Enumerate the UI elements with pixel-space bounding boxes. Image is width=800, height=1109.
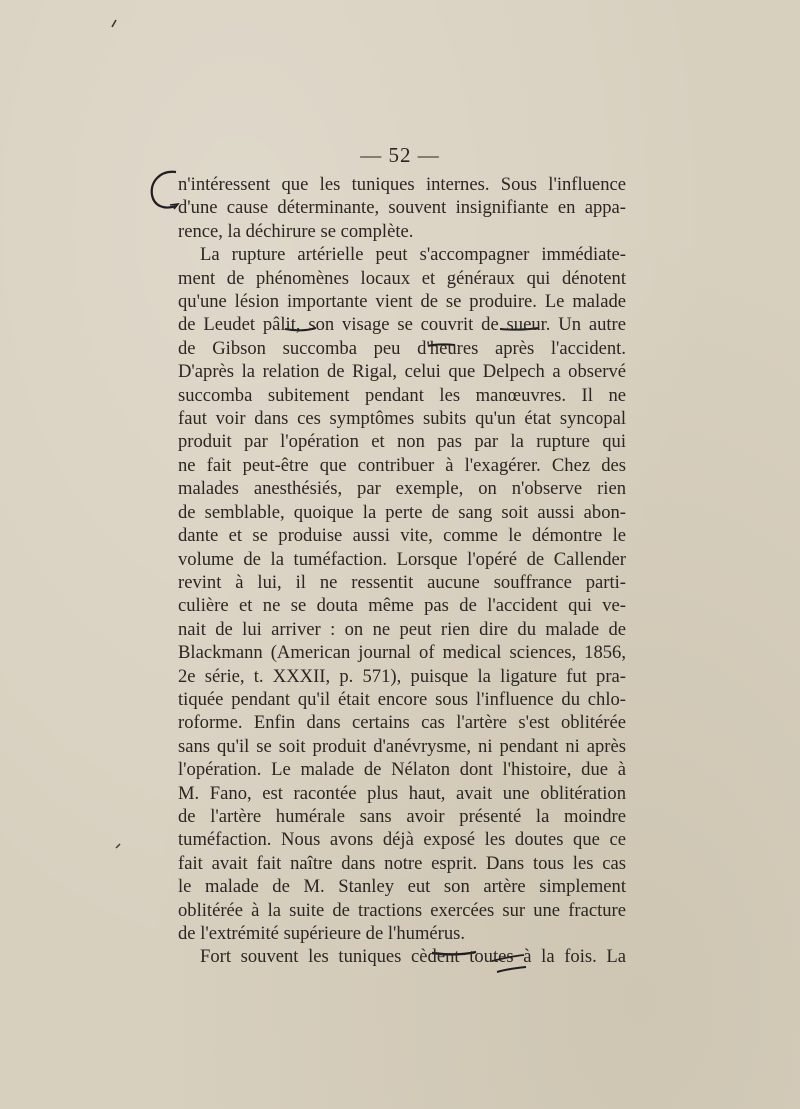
body-text xyxy=(178,173,626,969)
text-line: de l'artère humérale sans avoir présenté la moindre xyxy=(178,805,626,827)
text-line: de Leudet pâlit, son visage se couvrit de sueur. Un autre xyxy=(178,314,626,336)
text-line: succomba subitement pendant les manœuvres. Il ne xyxy=(178,384,626,406)
text-line: malades anesthésiés, par exemple, on n'observe rien xyxy=(178,478,626,500)
text-line: La rupture artérielle peut s'accompagner immédiate- xyxy=(200,244,626,266)
text-line: M. Fano, est racontée plus haut, avait une oblitération xyxy=(178,782,626,804)
text-line: nait de lui arriver : on ne peut rien dire du malade de xyxy=(178,618,626,640)
text-line: volume de la tuméfaction. Lorsque l'opéré de Callender xyxy=(178,548,626,570)
text-line: Blackmann (American journal of medical sciences, 1856, xyxy=(178,642,626,664)
text-line: n'intéressent que les tuniques internes. Sous l'influence xyxy=(178,174,626,195)
text-line: ne fait peut-être que contribuer à l'exagérer. Chez des xyxy=(178,454,626,476)
text-line: d'une cause déterminante, souvent insignifiante en appa- xyxy=(178,197,626,219)
text-line: D'après la relation de Rigal, celui que Delpech a observé xyxy=(178,361,626,383)
text-line: de Gibson succomba peu d'heures après l'accident. xyxy=(178,337,626,359)
text-line: Fort souvent les tuniques cèdent toutes à la fois. La xyxy=(200,946,626,968)
text-line: tuméfaction. Nous avons déjà exposé les doutes que ce xyxy=(178,829,626,851)
text-line: de semblable, quoique la perte de sang soit aussi abon- xyxy=(178,501,626,523)
text-line: produit par l'opération et non pas par la rupture qui xyxy=(178,431,626,453)
text-line: de l'extrémité supérieure de l'humérus. xyxy=(178,923,466,944)
page-number: — 52 — xyxy=(360,143,440,167)
text-line: tiquée pendant qu'il était encore sous l'influence du chlo- xyxy=(178,688,626,710)
text-line: ment de phénomènes locaux et généraux qui dénotent xyxy=(178,267,626,289)
text-line: qu'une lésion importante vient de se produire. Le malade xyxy=(178,291,626,313)
text-line: faut voir dans ces symptômes subits qu'un état syncopal xyxy=(178,408,626,430)
text-line: roforme. Enfin dans certains cas l'artère s'est oblitérée xyxy=(178,712,626,734)
text-line: rence, la déchirure se complète. xyxy=(178,220,414,242)
text-line: oblitérée à la suite de tractions exercées sur une fracture xyxy=(178,899,626,921)
text-line: dante et se produise aussi vite, comme le démontre le xyxy=(178,525,626,547)
text-line: fait avait fait naître dans notre esprit. Dans tous les cas xyxy=(178,852,626,874)
text-line: le malade de M. Stanley eut son artère simplement xyxy=(178,876,626,898)
text-line: culière et ne se douta même pas de l'accident qui ve- xyxy=(178,595,626,617)
text-line: 2e série, t. XXXII, p. 571), puisque la ligature fut pra- xyxy=(178,665,626,687)
text-line: sans qu'il se soit produit d'anévrysme, ni pendant ni après xyxy=(178,735,626,757)
text-line: revint à lui, il ne ressentit aucune souffrance parti- xyxy=(178,571,626,593)
text-line: l'opération. Le malade de Nélaton dont l'histoire, due à xyxy=(178,759,626,781)
